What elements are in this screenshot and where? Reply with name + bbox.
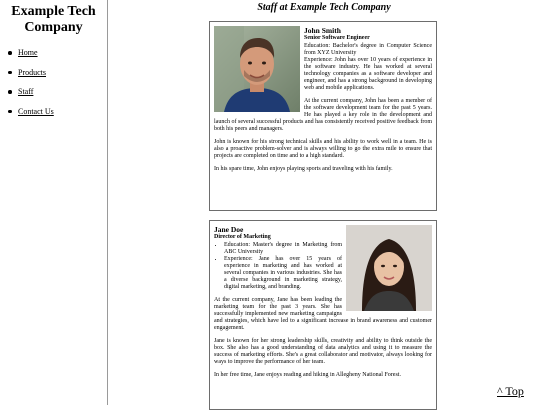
staff-education-john: • Education: Bachelor's degree in Computer Science from XYZ University <box>224 43 432 57</box>
staff-paragraph-john-3: In his spare time, John enjoys playing sports and traveling with his family. <box>214 166 393 172</box>
staff-paragraph-jane-2: Jane is known for her strong leadership skills, creativity and ability to think outside the box. She also has a good understanding of data analytics and using it to measure the success of marketing efforts. She's a great collaborator and motivator, always looking for ways to improve the performance of her team. <box>214 338 432 365</box>
staff-role-jane: Director of Marketing <box>214 234 271 240</box>
nav-item-products <box>8 68 107 77</box>
staff-paragraph-jane-1: At the current company, Jane has been leading the marketing team for the past 3 years. She has successfully implemented new marketing campaigns and strategies, which have led to a significant increase in brand awareness and customer engagement. <box>214 297 432 331</box>
staff-name-john: John Smith <box>304 26 341 35</box>
company-name: Example Tech Company <box>11 4 96 35</box>
nav-link-contact[interactable]: Contact Us <box>18 106 54 116</box>
staff-photo-john <box>214 26 300 112</box>
staff-name-jane: Jane Doe <box>214 225 244 234</box>
sidebar-nav <box>0 48 107 116</box>
page-title: Staff at Example Tech Company <box>257 2 391 13</box>
staff-paragraph-jane-3: In her free time, Jane enjoys reading and hiking in Allegheny National Forest. <box>214 372 401 378</box>
staff-photo-jane <box>346 225 432 311</box>
staff-card-john <box>209 21 437 211</box>
staff-paragraph-john-1: At the current company, John has been a member of the software development team for the past 5 years. He has played a key role in the development and launch of several successful products and has consistently received positive feedback from both his peers and managers. <box>214 98 432 132</box>
staff-card-jane <box>209 220 437 410</box>
nav-item-contact <box>8 107 107 116</box>
man-portrait-photo <box>214 26 300 112</box>
nav-link-staff[interactable]: Staff <box>18 87 34 96</box>
staff-experience-john: • Experience: John has over 10 years of experience in the software industry. He has worked at several technology companies as a software developer and engineer, and has a strong background in developing web and mobile applications. <box>224 57 432 92</box>
back-to-top-link[interactable]: ^ Top <box>497 384 524 398</box>
sidebar <box>0 0 108 405</box>
staff-paragraph-john-2: John is known for his strong technical skills and his ability to work well in a team. He is also a proactive problem-solver and is always willing to go the extra mile to ensure that projects are completed on time and to a high standard. <box>214 139 432 159</box>
nav-item-home <box>8 48 107 57</box>
nav-link-products[interactable]: Products <box>18 67 46 77</box>
woman-portrait-photo <box>346 225 432 311</box>
nav-link-home[interactable]: Home <box>18 48 38 57</box>
staff-role-john: Senior Software Engineer <box>304 35 370 41</box>
main-content <box>108 0 540 405</box>
nav-item-staff <box>8 87 107 96</box>
staff-education-jane: • Education: Master's degree in Marketing from ABC University <box>224 242 432 256</box>
staff-experience-jane: • Experience: Jane has over 15 years of experience in marketing and has worked at several companies in various industries. She has a diverse background in marketing strategy, digital marketing, and branding. <box>224 256 432 291</box>
